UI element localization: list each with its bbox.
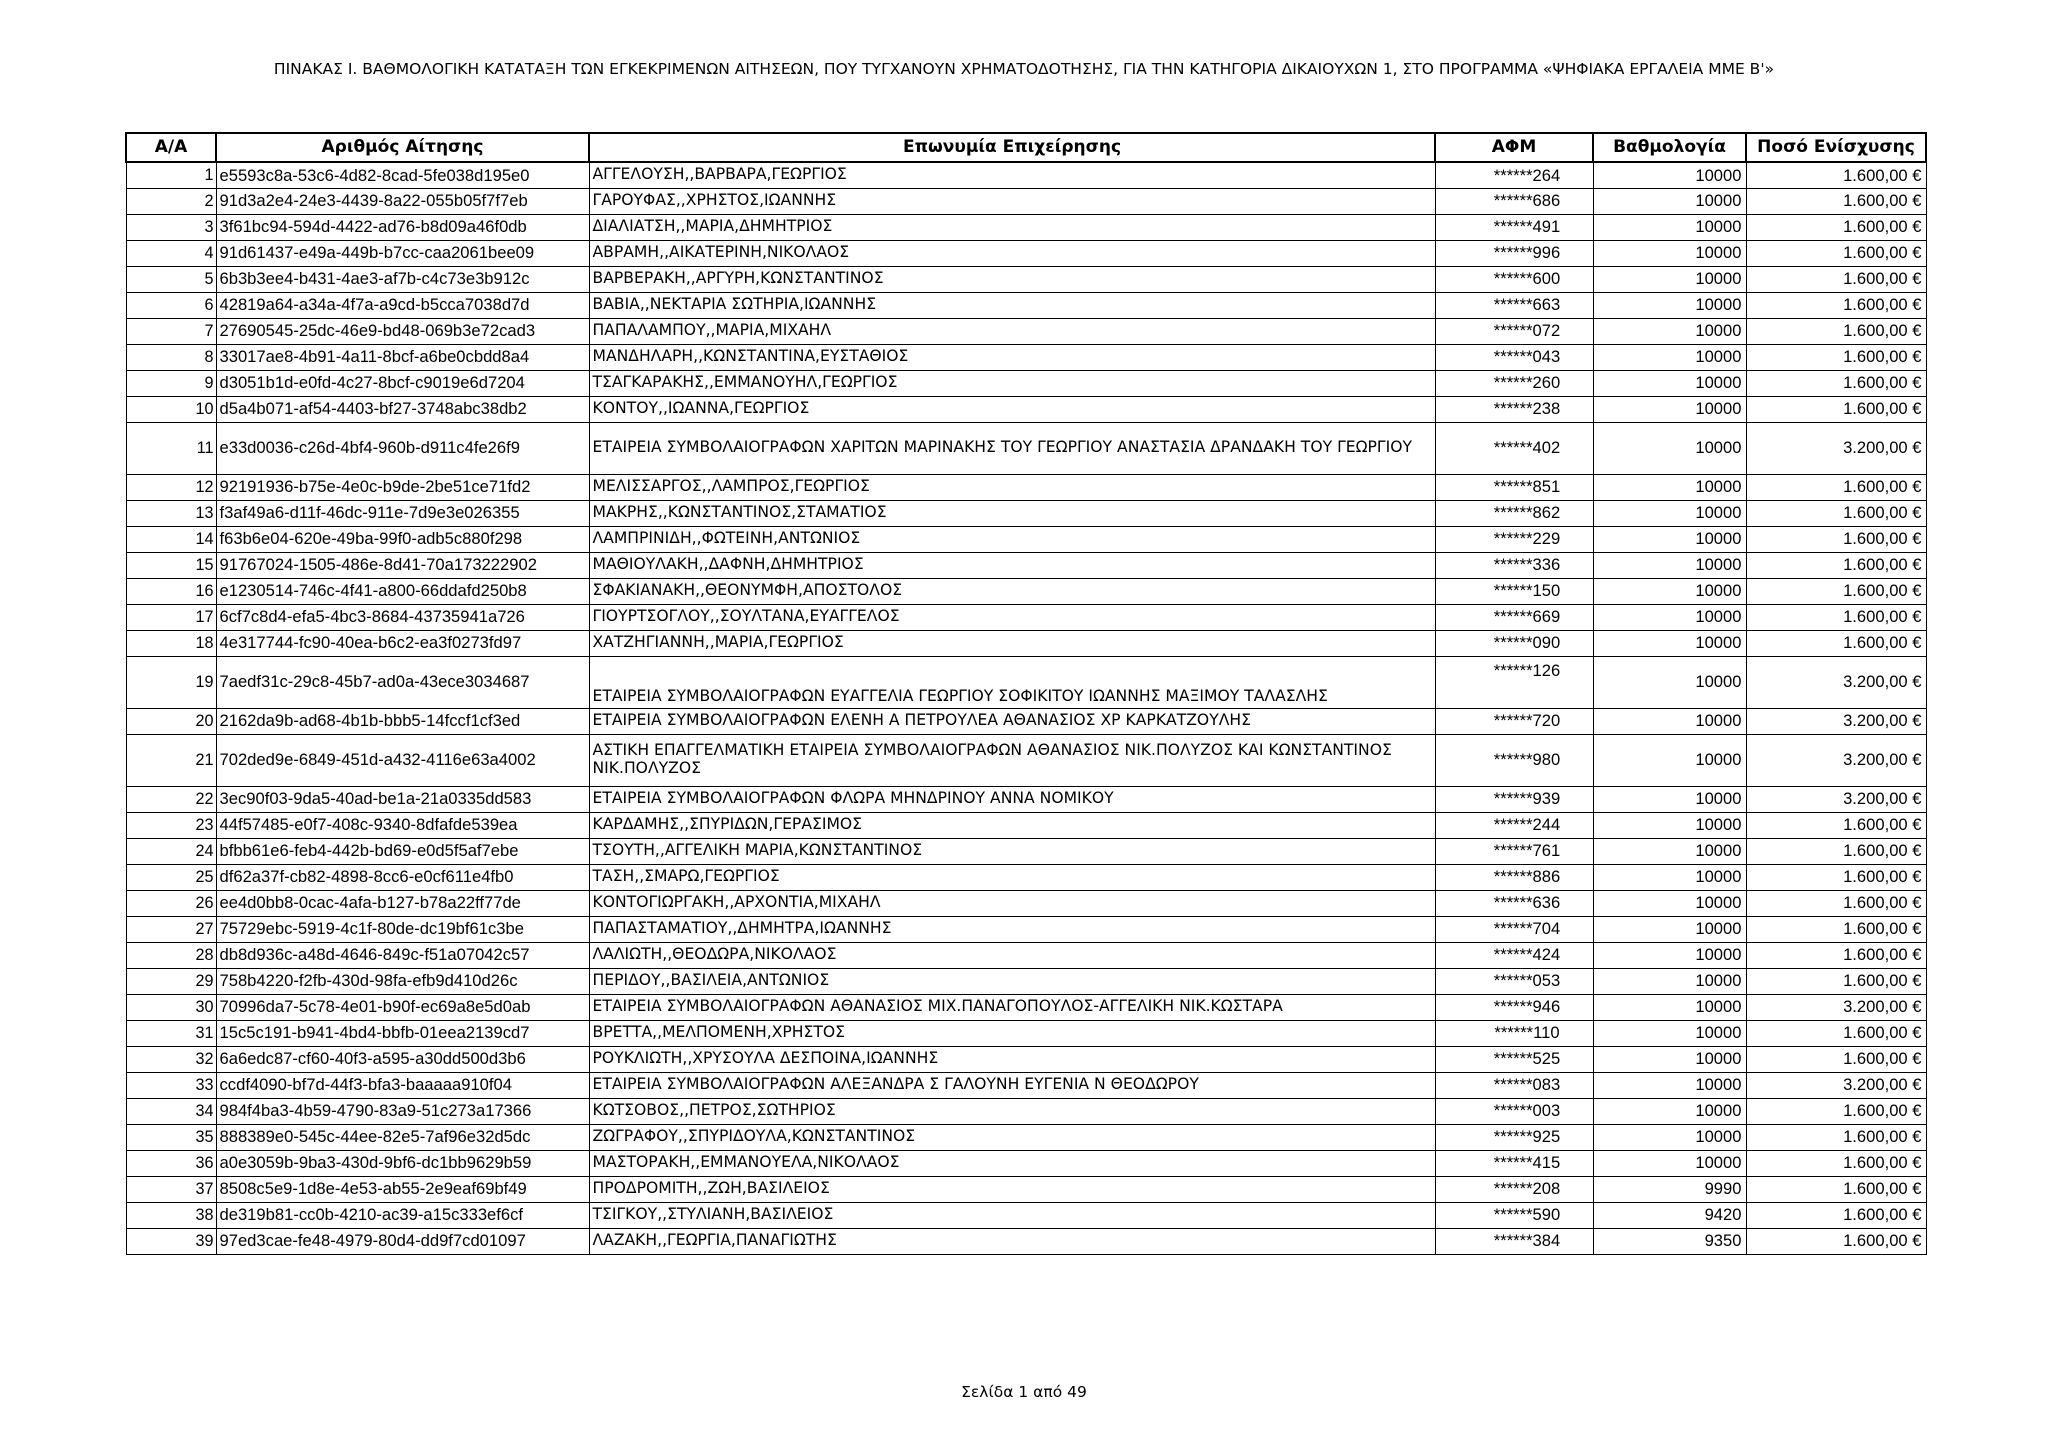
cell-row-number: 33 xyxy=(126,1072,216,1098)
table-row xyxy=(126,864,1926,890)
cell-application-id: 888389e0-545c-44ee-82e5-7af96e32d5dc xyxy=(216,1124,589,1150)
table-row xyxy=(126,1046,1926,1072)
cell-score: 10000 xyxy=(1593,1098,1746,1124)
table-row xyxy=(126,604,1926,630)
cell-row-number: 36 xyxy=(126,1150,216,1176)
cell-tax-id: ******415 xyxy=(1435,1150,1593,1176)
table-row xyxy=(126,968,1926,994)
table-row xyxy=(126,422,1926,474)
table-row xyxy=(126,942,1926,968)
cell-application-id: 33017ae8-4b91-4a11-8bcf-a6be0cbdd8a4 xyxy=(216,344,589,370)
cell-amount: 1.600,00 € xyxy=(1746,578,1926,604)
cell-company-name: ΠΑΠΑΛΑΜΠΟΥ,,ΜΑΡΙΑ,ΜΙΧΑΗΛ xyxy=(589,318,1435,344)
table-row xyxy=(126,344,1926,370)
cell-tax-id: ******600 xyxy=(1435,266,1593,292)
cell-amount: 1.600,00 € xyxy=(1746,1176,1926,1202)
cell-score: 10000 xyxy=(1593,162,1746,188)
table-row xyxy=(126,734,1926,786)
cell-company-name: ΔΙΑΛΙΑΤΣΗ,,ΜΑΡΙΑ,ΔΗΜΗΤΡΙΟΣ xyxy=(589,214,1435,240)
cell-tax-id: ******980 xyxy=(1435,734,1593,786)
cell-score: 10000 xyxy=(1593,812,1746,838)
cell-tax-id: ******110 xyxy=(1435,1020,1593,1046)
cell-application-id: 27690545-25dc-46e9-bd48-069b3e72cad3 xyxy=(216,318,589,344)
cell-tax-id: ******402 xyxy=(1435,422,1593,474)
cell-tax-id: ******384 xyxy=(1435,1228,1593,1254)
cell-score: 10000 xyxy=(1593,292,1746,318)
cell-amount: 3.200,00 € xyxy=(1746,656,1926,708)
cell-row-number: 12 xyxy=(126,474,216,500)
cell-application-id: a0e3059b-9ba3-430d-9bf6-dc1bb9629b59 xyxy=(216,1150,589,1176)
cell-score: 10000 xyxy=(1593,942,1746,968)
cell-score: 10000 xyxy=(1593,474,1746,500)
table-row xyxy=(126,552,1926,578)
cell-amount: 1.600,00 € xyxy=(1746,552,1926,578)
table-row xyxy=(126,812,1926,838)
cell-company-name: ΜΑΝΔΗΛΑΡΗ,,ΚΩΝΣΤΑΝΤΙΝΑ,ΕΥΣΤΑΘΙΟΣ xyxy=(589,344,1435,370)
cell-tax-id: ******043 xyxy=(1435,344,1593,370)
cell-amount: 1.600,00 € xyxy=(1746,344,1926,370)
cell-company-name: ΜΑΘΙΟΥΛΑΚΗ,,ΔΑΦΝΗ,ΔΗΜΗΤΡΙΟΣ xyxy=(589,552,1435,578)
cell-row-number: 22 xyxy=(126,786,216,812)
cell-score: 10000 xyxy=(1593,188,1746,214)
cell-row-number: 17 xyxy=(126,604,216,630)
cell-amount: 1.600,00 € xyxy=(1746,474,1926,500)
table-row xyxy=(126,500,1926,526)
cell-tax-id: ******090 xyxy=(1435,630,1593,656)
cell-company-name: ΒΑΡΒΕΡΑΚΗ,,ΑΡΓΥΡΗ,ΚΩΝΣΤΑΝΤΙΝΟΣ xyxy=(589,266,1435,292)
cell-amount: 1.600,00 € xyxy=(1746,370,1926,396)
cell-row-number: 3 xyxy=(126,214,216,240)
cell-company-name: ΤΣΙΓΚΟΥ,,ΣΤΥΛΙΑΝΗ,ΒΑΣΙΛΕΙΟΣ xyxy=(589,1202,1435,1228)
cell-score: 10000 xyxy=(1593,318,1746,344)
cell-application-id: 97ed3cae-fe48-4979-80d4-dd9f7cd01097 xyxy=(216,1228,589,1254)
table-row xyxy=(126,214,1926,240)
header-aa: Α/Α xyxy=(126,133,216,162)
cell-score: 10000 xyxy=(1593,864,1746,890)
cell-score: 9420 xyxy=(1593,1202,1746,1228)
cell-score: 9350 xyxy=(1593,1228,1746,1254)
cell-row-number: 4 xyxy=(126,240,216,266)
cell-application-id: 6a6edc87-cf60-40f3-a595-a30dd500d3b6 xyxy=(216,1046,589,1072)
cell-amount: 1.600,00 € xyxy=(1746,604,1926,630)
cell-amount: 3.200,00 € xyxy=(1746,734,1926,786)
cell-application-id: db8d936c-a48d-4646-849c-f51a07042c57 xyxy=(216,942,589,968)
cell-row-number: 30 xyxy=(126,994,216,1020)
cell-application-id: 6cf7c8d4-efa5-4bc3-8684-43735941a726 xyxy=(216,604,589,630)
cell-row-number: 2 xyxy=(126,188,216,214)
cell-amount: 1.600,00 € xyxy=(1746,942,1926,968)
cell-amount: 3.200,00 € xyxy=(1746,994,1926,1020)
cell-company-name: ΤΣΑΓΚΑΡΑΚΗΣ,,ΕΜΜΑΝΟΥΗΛ,ΓΕΩΡΓΙΟΣ xyxy=(589,370,1435,396)
cell-tax-id: ******072 xyxy=(1435,318,1593,344)
cell-row-number: 14 xyxy=(126,526,216,552)
table-row xyxy=(126,656,1926,708)
cell-tax-id: ******946 xyxy=(1435,994,1593,1020)
table-header-row xyxy=(126,133,1926,162)
cell-tax-id: ******126 xyxy=(1435,656,1593,708)
cell-tax-id: ******851 xyxy=(1435,474,1593,500)
cell-row-number: 10 xyxy=(126,396,216,422)
cell-application-id: 92191936-b75e-4e0c-b9de-2be51ce71fd2 xyxy=(216,474,589,500)
cell-row-number: 25 xyxy=(126,864,216,890)
cell-application-id: 984f4ba3-4b59-4790-83a9-51c273a17366 xyxy=(216,1098,589,1124)
cell-row-number: 24 xyxy=(126,838,216,864)
cell-score: 10000 xyxy=(1593,214,1746,240)
cell-application-id: de319b81-cc0b-4210-ac39-a15c333ef6cf xyxy=(216,1202,589,1228)
cell-score: 10000 xyxy=(1593,370,1746,396)
cell-row-number: 15 xyxy=(126,552,216,578)
cell-tax-id: ******939 xyxy=(1435,786,1593,812)
header-score: Βαθμολογία xyxy=(1593,133,1746,162)
cell-tax-id: ******996 xyxy=(1435,240,1593,266)
cell-row-number: 29 xyxy=(126,968,216,994)
cell-row-number: 28 xyxy=(126,942,216,968)
cell-company-name: ΡΟΥΚΛΙΩΤΗ,,ΧΡΥΣΟΥΛΑ ΔΕΣΠΟΙΝΑ,ΙΩΑΝΝΗΣ xyxy=(589,1046,1435,1072)
cell-amount: 1.600,00 € xyxy=(1746,812,1926,838)
cell-row-number: 11 xyxy=(126,422,216,474)
cell-row-number: 18 xyxy=(126,630,216,656)
cell-row-number: 34 xyxy=(126,1098,216,1124)
cell-row-number: 23 xyxy=(126,812,216,838)
cell-tax-id: ******260 xyxy=(1435,370,1593,396)
cell-tax-id: ******525 xyxy=(1435,1046,1593,1072)
cell-tax-id: ******238 xyxy=(1435,396,1593,422)
cell-application-id: e1230514-746c-4f41-a800-66ddafd250b8 xyxy=(216,578,589,604)
table-row xyxy=(126,266,1926,292)
cell-amount: 1.600,00 € xyxy=(1746,292,1926,318)
cell-tax-id: ******208 xyxy=(1435,1176,1593,1202)
cell-company-name: ΑΒΡΑΜΗ,,ΑΙΚΑΤΕΡΙΝΗ,ΝΙΚΟΛΑΟΣ xyxy=(589,240,1435,266)
cell-score: 10000 xyxy=(1593,734,1746,786)
table-row xyxy=(126,526,1926,552)
cell-application-id: 3f61bc94-594d-4422-ad76-b8d09a46f0db xyxy=(216,214,589,240)
header-company: Επωνυμία Επιχείρησης xyxy=(589,133,1435,162)
cell-company-name: ΧΑΤΖΗΓΙΑΝΝΗ,,ΜΑΡΙΑ,ΓΕΩΡΓΙΟΣ xyxy=(589,630,1435,656)
cell-tax-id: ******862 xyxy=(1435,500,1593,526)
cell-company-name: ΓΑΡΟΥΦΑΣ,,ΧΡΗΣΤΟΣ,ΙΩΑΝΝΗΣ xyxy=(589,188,1435,214)
cell-row-number: 26 xyxy=(126,890,216,916)
table-row xyxy=(126,916,1926,942)
cell-application-id: 4e317744-fc90-40ea-b6c2-ea3f0273fd97 xyxy=(216,630,589,656)
cell-amount: 1.600,00 € xyxy=(1746,500,1926,526)
ranking-table-container xyxy=(125,132,1925,1255)
cell-application-id: 8508c5e9-1d8e-4e53-ab55-2e9eaf69bf49 xyxy=(216,1176,589,1202)
cell-score: 10000 xyxy=(1593,968,1746,994)
cell-row-number: 8 xyxy=(126,344,216,370)
cell-score: 10000 xyxy=(1593,266,1746,292)
cell-application-id: 7aedf31c-29c8-45b7-ad0a-43ece3034687 xyxy=(216,656,589,708)
cell-application-id: df62a37f-cb82-4898-8cc6-e0cf611e4fb0 xyxy=(216,864,589,890)
cell-row-number: 27 xyxy=(126,916,216,942)
document-title: ΠΙΝΑΚΑΣ Ι. ΒΑΘΜΟΛΟΓΙΚΗ ΚΑΤΑΤΑΞΗ ΤΩΝ ΕΓΚΕΚΡΙΜΕΝΩΝ ΑΙΤΗΣΕΩΝ, ΠΟΥ ΤΥΓΧΑΝΟΥΝ ΧΡΗΜΑΤΟΔΟΤΗΣΗΣ, ΓΙΑ ΤΗΝ ΚΑΤΗΓΟΡΙΑ ΔΙΚΑΙΟΥΧΩΝ 1, ΣΤΟ ΠΡΟΓΡΑΜΜΑ «ΨΗΦΙΑΚΑ ΕΡΓΑΛΕΙΑ ΜΜΕ Β'» xyxy=(273,60,1775,78)
cell-application-id: f63b6e04-620e-49ba-99f0-adb5c880f298 xyxy=(216,526,589,552)
cell-application-id: 91767024-1505-486e-8d41-70a173222902 xyxy=(216,552,589,578)
cell-company-name: ΛΑΜΠΡΙΝΙΔΗ,,ΦΩΤΕΙΝΗ,ΑΝΤΩΝΙΟΣ xyxy=(589,526,1435,552)
table-row xyxy=(126,1176,1926,1202)
cell-amount: 1.600,00 € xyxy=(1746,1202,1926,1228)
cell-score: 10000 xyxy=(1593,396,1746,422)
cell-score: 10000 xyxy=(1593,526,1746,552)
cell-row-number: 5 xyxy=(126,266,216,292)
cell-company-name: ΤΣΟΥΤΗ,,ΑΓΓΕΛΙΚΗ ΜΑΡΙΑ,ΚΩΝΣΤΑΝΤΙΝΟΣ xyxy=(589,838,1435,864)
cell-amount: 1.600,00 € xyxy=(1746,1150,1926,1176)
cell-company-name: ΑΓΓΕΛΟΥΣΗ,,ΒΑΡΒΑΡΑ,ΓΕΩΡΓΙΟΣ xyxy=(589,162,1435,188)
cell-amount: 1.600,00 € xyxy=(1746,214,1926,240)
cell-company-name: ΕΤΑΙΡΕΙΑ ΣΥΜΒΟΛΑΙΟΓΡΑΦΩΝ ΕΛΕΝΗ Α ΠΕΤΡΟΥΛΕΑ ΑΘΑΝΑΣΙΟΣ ΧΡ ΚΑΡΚΑΤΖΟΥΛΗΣ xyxy=(589,708,1435,734)
cell-score: 10000 xyxy=(1593,1150,1746,1176)
cell-tax-id: ******053 xyxy=(1435,968,1593,994)
table-row xyxy=(126,1228,1926,1254)
table-row xyxy=(126,162,1926,188)
cell-company-name: ΕΤΑΙΡΕΙΑ ΣΥΜΒΟΛΑΙΟΓΡΑΦΩΝ ΧΑΡΙΤΩΝ ΜΑΡΙΝΑΚΗΣ ΤΟΥ ΓΕΩΡΓΙΟΥ ΑΝΑΣΤΑΣΙΑ ΔΡΑΝΔΑΚΗ ΤΟΥ ΓΕΩΡΓΙΟΥ xyxy=(589,422,1435,474)
cell-company-name: ΚΩΤΣΟΒΟΣ,,ΠΕΤΡΟΣ,ΣΩΤΗΡΙΟΣ xyxy=(589,1098,1435,1124)
table-row xyxy=(126,786,1926,812)
table-row xyxy=(126,994,1926,1020)
cell-score: 10000 xyxy=(1593,656,1746,708)
cell-amount: 1.600,00 € xyxy=(1746,266,1926,292)
cell-company-name: ΛΑΖΑΚΗ,,ΓΕΩΡΓΙΑ,ΠΑΝΑΓΙΩΤΗΣ xyxy=(589,1228,1435,1254)
cell-company-name: ΖΩΓΡΑΦΟΥ,,ΣΠΥΡΙΔΟΥΛΑ,ΚΩΝΣΤΑΝΤΙΝΟΣ xyxy=(589,1124,1435,1150)
cell-application-id: 75729ebc-5919-4c1f-80de-dc19bf61c3be xyxy=(216,916,589,942)
cell-application-id: e33d0036-c26d-4bf4-960b-d911c4fe26f9 xyxy=(216,422,589,474)
cell-row-number: 21 xyxy=(126,734,216,786)
cell-row-number: 6 xyxy=(126,292,216,318)
cell-company-name: ΛΑΛΙΩΤΗ,,ΘΕΟΔΩΡΑ,ΝΙΚΟΛΑΟΣ xyxy=(589,942,1435,968)
table-row xyxy=(126,630,1926,656)
table-row xyxy=(126,1072,1926,1098)
table-row xyxy=(126,292,1926,318)
cell-company-name: ΠΑΠΑΣΤΑΜΑΤΙΟΥ,,ΔΗΜΗΤΡΑ,ΙΩΑΝΝΗΣ xyxy=(589,916,1435,942)
cell-company-name: ΚΟΝΤΟΓΙΩΡΓΑΚΗ,,ΑΡΧΟΝΤΙΑ,ΜΙΧΑΗΛ xyxy=(589,890,1435,916)
cell-application-id: 702ded9e-6849-451d-a432-4116e63a4002 xyxy=(216,734,589,786)
cell-application-id: 91d61437-e49a-449b-b7cc-caa2061bee09 xyxy=(216,240,589,266)
cell-company-name: ΜΑΚΡΗΣ,,ΚΩΝΣΤΑΝΤΙΝΟΣ,ΣΤΑΜΑΤΙΟΣ xyxy=(589,500,1435,526)
cell-score: 10000 xyxy=(1593,1020,1746,1046)
cell-score: 9990 xyxy=(1593,1176,1746,1202)
cell-application-id: e5593c8a-53c6-4d82-8cad-5fe038d195e0 xyxy=(216,162,589,188)
cell-score: 10000 xyxy=(1593,344,1746,370)
cell-application-id: 2162da9b-ad68-4b1b-bbb5-14fccf1cf3ed xyxy=(216,708,589,734)
cell-row-number: 16 xyxy=(126,578,216,604)
cell-score: 10000 xyxy=(1593,994,1746,1020)
table-row xyxy=(126,318,1926,344)
table-row xyxy=(126,1202,1926,1228)
cell-amount: 1.600,00 € xyxy=(1746,526,1926,552)
table-row xyxy=(126,1020,1926,1046)
table-row xyxy=(126,838,1926,864)
cell-company-name: ΠΕΡΙΔΟΥ,,ΒΑΣΙΛΕΙΑ,ΑΝΤΩΝΙΟΣ xyxy=(589,968,1435,994)
cell-application-id: ccdf4090-bf7d-44f3-bfa3-baaaaa910f04 xyxy=(216,1072,589,1098)
cell-tax-id: ******704 xyxy=(1435,916,1593,942)
cell-score: 10000 xyxy=(1593,500,1746,526)
cell-tax-id: ******663 xyxy=(1435,292,1593,318)
cell-application-id: 70996da7-5c78-4e01-b90f-ec69a8e5d0ab xyxy=(216,994,589,1020)
cell-score: 10000 xyxy=(1593,1072,1746,1098)
cell-company-name: ΒΡΕΤΤΑ,,ΜΕΛΠΟΜΕΝΗ,ΧΡΗΣΤΟΣ xyxy=(589,1020,1435,1046)
cell-tax-id: ******150 xyxy=(1435,578,1593,604)
cell-row-number: 20 xyxy=(126,708,216,734)
cell-amount: 1.600,00 € xyxy=(1746,240,1926,266)
cell-score: 10000 xyxy=(1593,786,1746,812)
header-application: Αριθμός Αίτησης xyxy=(216,133,589,162)
cell-tax-id: ******336 xyxy=(1435,552,1593,578)
cell-score: 10000 xyxy=(1593,578,1746,604)
table-row xyxy=(126,240,1926,266)
cell-company-name: ΕΤΑΙΡΕΙΑ ΣΥΜΒΟΛΑΙΟΓΡΑΦΩΝ ΦΛΩΡΑ ΜΗΝΔΡΙΝΟΥ ΑΝΝΑ ΝΟΜΙΚΟΥ xyxy=(589,786,1435,812)
cell-tax-id: ******229 xyxy=(1435,526,1593,552)
cell-amount: 1.600,00 € xyxy=(1746,630,1926,656)
table-row xyxy=(126,1150,1926,1176)
header-amount: Ποσό Ενίσχυσης xyxy=(1746,133,1926,162)
cell-amount: 1.600,00 € xyxy=(1746,890,1926,916)
cell-tax-id: ******669 xyxy=(1435,604,1593,630)
cell-tax-id: ******491 xyxy=(1435,214,1593,240)
cell-row-number: 38 xyxy=(126,1202,216,1228)
cell-score: 10000 xyxy=(1593,708,1746,734)
table-row xyxy=(126,1124,1926,1150)
cell-amount: 1.600,00 € xyxy=(1746,162,1926,188)
cell-company-name: ΜΕΛΙΣΣΑΡΓΟΣ,,ΛΑΜΠΡΟΣ,ΓΕΩΡΓΙΟΣ xyxy=(589,474,1435,500)
table-row xyxy=(126,396,1926,422)
cell-application-id: 758b4220-f2fb-430d-98fa-efb9d410d26c xyxy=(216,968,589,994)
cell-score: 10000 xyxy=(1593,630,1746,656)
cell-company-name: ΠΡΟΔΡΟΜΙΤΗ,,ΖΩΗ,ΒΑΣΙΛΕΙΟΣ xyxy=(589,1176,1435,1202)
table-row xyxy=(126,474,1926,500)
cell-tax-id: ******244 xyxy=(1435,812,1593,838)
cell-application-id: 6b3b3ee4-b431-4ae3-af7b-c4c73e3b912c xyxy=(216,266,589,292)
cell-amount: 1.600,00 € xyxy=(1746,864,1926,890)
cell-amount: 3.200,00 € xyxy=(1746,708,1926,734)
cell-application-id: f3af49a6-d11f-46dc-911e-7d9e3e026355 xyxy=(216,500,589,526)
table-row xyxy=(126,1098,1926,1124)
cell-application-id: 44f57485-e0f7-408c-9340-8dfafde539ea xyxy=(216,812,589,838)
cell-company-name: ΕΤΑΙΡΕΙΑ ΣΥΜΒΟΛΑΙΟΓΡΑΦΩΝ ΑΛΕΞΑΝΔΡΑ Σ ΓΑΛΟΥΝΗ ΕΥΓΕΝΙΑ Ν ΘΕΟΔΩΡΟΥ xyxy=(589,1072,1435,1098)
cell-tax-id: ******925 xyxy=(1435,1124,1593,1150)
cell-score: 10000 xyxy=(1593,890,1746,916)
cell-application-id: d5a4b071-af54-4403-bf27-3748abc38db2 xyxy=(216,396,589,422)
cell-amount: 3.200,00 € xyxy=(1746,786,1926,812)
cell-row-number: 31 xyxy=(126,1020,216,1046)
cell-amount: 3.200,00 € xyxy=(1746,1072,1926,1098)
cell-application-id: 15c5c191-b941-4bd4-bbfb-01eea2139cd7 xyxy=(216,1020,589,1046)
cell-application-id: 42819a64-a34a-4f7a-a9cd-b5cca7038d7d xyxy=(216,292,589,318)
cell-company-name: ΚΑΡΔΑΜΗΣ,,ΣΠΥΡΙΔΩΝ,ΓΕΡΑΣΙΜΟΣ xyxy=(589,812,1435,838)
cell-score: 10000 xyxy=(1593,240,1746,266)
page-footer: Σελίδα 1 από 49 xyxy=(961,1383,1087,1401)
cell-row-number: 19 xyxy=(126,656,216,708)
table-body xyxy=(126,162,1926,1254)
cell-score: 10000 xyxy=(1593,604,1746,630)
cell-row-number: 1 xyxy=(126,162,216,188)
cell-row-number: 37 xyxy=(126,1176,216,1202)
cell-amount: 1.600,00 € xyxy=(1746,916,1926,942)
cell-score: 10000 xyxy=(1593,422,1746,474)
cell-company-name: ΕΤΑΙΡΕΙΑ ΣΥΜΒΟΛΑΙΟΓΡΑΦΩΝ ΑΘΑΝΑΣΙΟΣ ΜΙΧ.ΠΑΝΑΓΟΠΟΥΛΟΣ-ΑΓΓΕΛΙΚΗ ΝΙΚ.ΚΩΣΤΑΡΑ xyxy=(589,994,1435,1020)
cell-application-id: 91d3a2e4-24e3-4439-8a22-055b05f7f7eb xyxy=(216,188,589,214)
cell-company-name: ΚΟΝΤΟΥ,,ΙΩΑΝΝΑ,ΓΕΩΡΓΙΟΣ xyxy=(589,396,1435,422)
cell-amount: 1.600,00 € xyxy=(1746,1020,1926,1046)
cell-row-number: 9 xyxy=(126,370,216,396)
cell-tax-id: ******636 xyxy=(1435,890,1593,916)
cell-score: 10000 xyxy=(1593,838,1746,864)
cell-row-number: 7 xyxy=(126,318,216,344)
cell-tax-id: ******083 xyxy=(1435,1072,1593,1098)
cell-company-name: ΜΑΣΤΟΡΑΚΗ,,ΕΜΜΑΝΟΥΕΛΑ,ΝΙΚΟΛΑΟΣ xyxy=(589,1150,1435,1176)
cell-row-number: 32 xyxy=(126,1046,216,1072)
cell-amount: 1.600,00 € xyxy=(1746,1098,1926,1124)
ranking-table xyxy=(125,132,1927,1255)
cell-amount: 1.600,00 € xyxy=(1746,188,1926,214)
cell-tax-id: ******761 xyxy=(1435,838,1593,864)
cell-tax-id: ******003 xyxy=(1435,1098,1593,1124)
cell-tax-id: ******720 xyxy=(1435,708,1593,734)
cell-tax-id: ******264 xyxy=(1435,162,1593,188)
cell-score: 10000 xyxy=(1593,1124,1746,1150)
cell-row-number: 39 xyxy=(126,1228,216,1254)
cell-amount: 1.600,00 € xyxy=(1746,968,1926,994)
table-row xyxy=(126,188,1926,214)
cell-company-name: ΤΑΣΗ,,ΣΜΑΡΩ,ΓΕΩΡΓΙΟΣ xyxy=(589,864,1435,890)
cell-tax-id: ******424 xyxy=(1435,942,1593,968)
cell-score: 10000 xyxy=(1593,552,1746,578)
cell-company-name: ΓΙΟΥΡΤΣΟΓΛΟΥ,,ΣΟΥΛΤΑΝΑ,ΕΥΑΓΓΕΛΟΣ xyxy=(589,604,1435,630)
cell-row-number: 13 xyxy=(126,500,216,526)
cell-application-id: 3ec90f03-9da5-40ad-be1a-21a0335dd583 xyxy=(216,786,589,812)
cell-row-number: 35 xyxy=(126,1124,216,1150)
cell-company-name: ΑΣΤΙΚΗ ΕΠΑΓΓΕΛΜΑΤΙΚΗ ΕΤΑΙΡΕΙΑ ΣΥΜΒΟΛΑΙΟΓΡΑΦΩΝ ΑΘΑΝΑΣΙΟΣ ΝΙΚ.ΠΟΛΥΖΟΣ ΚΑΙ ΚΩΝΣΤΑΝΤΙΝΟΣ ΝΙΚ.ΠΟΛΥΖΟΣ xyxy=(589,734,1435,786)
cell-company-name: ΒΑΒΙΑ,,ΝΕΚΤΑΡΙΑ ΣΩΤΗΡΙΑ,ΙΩΑΝΝΗΣ xyxy=(589,292,1435,318)
cell-score: 10000 xyxy=(1593,916,1746,942)
cell-amount: 1.600,00 € xyxy=(1746,1046,1926,1072)
cell-amount: 1.600,00 € xyxy=(1746,1124,1926,1150)
cell-application-id: d3051b1d-e0fd-4c27-8bcf-c9019e6d7204 xyxy=(216,370,589,396)
table-row xyxy=(126,708,1926,734)
cell-amount: 1.600,00 € xyxy=(1746,318,1926,344)
cell-amount: 1.600,00 € xyxy=(1746,838,1926,864)
header-afm: ΑΦΜ xyxy=(1435,133,1593,162)
table-row xyxy=(126,578,1926,604)
table-row xyxy=(126,370,1926,396)
cell-tax-id: ******590 xyxy=(1435,1202,1593,1228)
cell-amount: 1.600,00 € xyxy=(1746,1228,1926,1254)
table-row xyxy=(126,890,1926,916)
cell-score: 10000 xyxy=(1593,1046,1746,1072)
cell-application-id: bfbb61e6-feb4-442b-bd69-e0d5f5af7ebe xyxy=(216,838,589,864)
cell-company-name: ΣΦΑΚΙΑΝΑΚΗ,,ΘΕΟΝΥΜΦΗ,ΑΠΟΣΤΟΛΟΣ xyxy=(589,578,1435,604)
cell-amount: 1.600,00 € xyxy=(1746,396,1926,422)
cell-application-id: ee4d0bb8-0cac-4afa-b127-b78a22ff77de xyxy=(216,890,589,916)
cell-tax-id: ******886 xyxy=(1435,864,1593,890)
cell-tax-id: ******686 xyxy=(1435,188,1593,214)
cell-amount: 3.200,00 € xyxy=(1746,422,1926,474)
cell-company-name: ΕΤΑΙΡΕΙΑ ΣΥΜΒΟΛΑΙΟΓΡΑΦΩΝ ΕΥΑΓΓΕΛΙΑ ΓΕΩΡΓΙΟΥ ΣΟΦΙΚΙΤΟΥ ΙΩΑΝΝΗΣ ΜΑΞΙΜΟΥ ΤΑΛΑΣΛΗΣ xyxy=(589,656,1435,708)
